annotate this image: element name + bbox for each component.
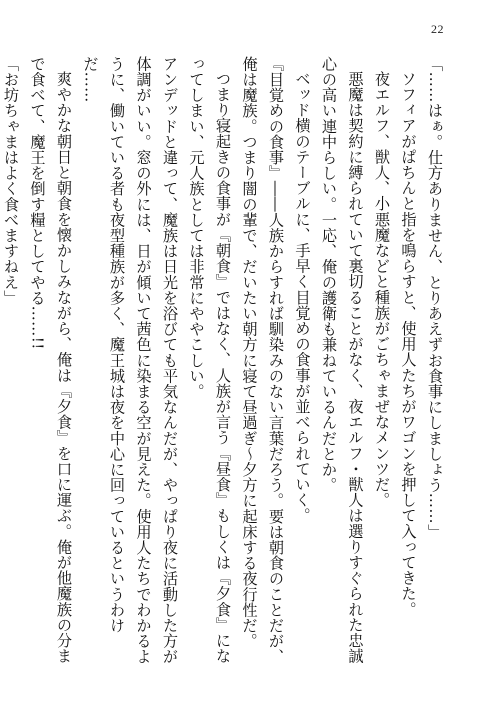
vertical-text-body [0, 56, 448, 676]
paragraph: 夜エルフ、獣人、小悪魔などと種族がごちゃまぜなメンツだ。 [373, 71, 391, 508]
paragraph: つまり寝起きの食事が『朝食』ではなく、人族が言う『昼食』もしくは『夕食』になってしまい、元人族としては非常にややこしい。 [187, 56, 232, 664]
paragraph: ベッド横のテーブルに、手早く目覚めの食事が並べられていく。 [293, 71, 312, 524]
paragraph: 爽やかな朝日と朝食を懐かしみながら、俺は『夕食』を口に運ぶ。俺が他魔族の分まで食べて、魔王を倒す糧としてやる……!! [28, 56, 73, 664]
paragraph: アンデッドと違って、魔族は日光を浴びても平気なんだが、やっぱり夜に活動した方が体調がいい。窓の外には、日が傾いて茜色に染まる空が見えた。使用人たちでわかるように、働いている者も夜型種族が多く、魔王城は夜を中心に回っているというわけだ…… [81, 56, 179, 665]
paragraph: 「……はぁ。仕方ありません、とりあえずお食事にしましょう……」 [426, 56, 444, 540]
page-number: 22 [431, 22, 444, 36]
paragraph: ソフィアがぱちんと指を鳴らすと、使用人たちがワゴンを押して入ってきた。 [399, 71, 418, 618]
paragraph: 悪魔は契約に縛られていて裏切ることがなく、夜エルフ・獣人は選りすぐられた忠誠心の高い連中らしい。一応、俺の護衛も兼ねているんだとか。 [320, 56, 365, 664]
paragraph: 『目覚めの食事』――人族からすれば馴染みのない言葉だろう。要は朝食のことだが、俺は魔族。つまり闇の輩で、だいたい朝方に寝て昼過ぎ～夕方に起床する夜行性だ。 [240, 56, 285, 665]
paragraph: 「お坊ちゃまはよく食べますねえ」 [2, 56, 20, 306]
